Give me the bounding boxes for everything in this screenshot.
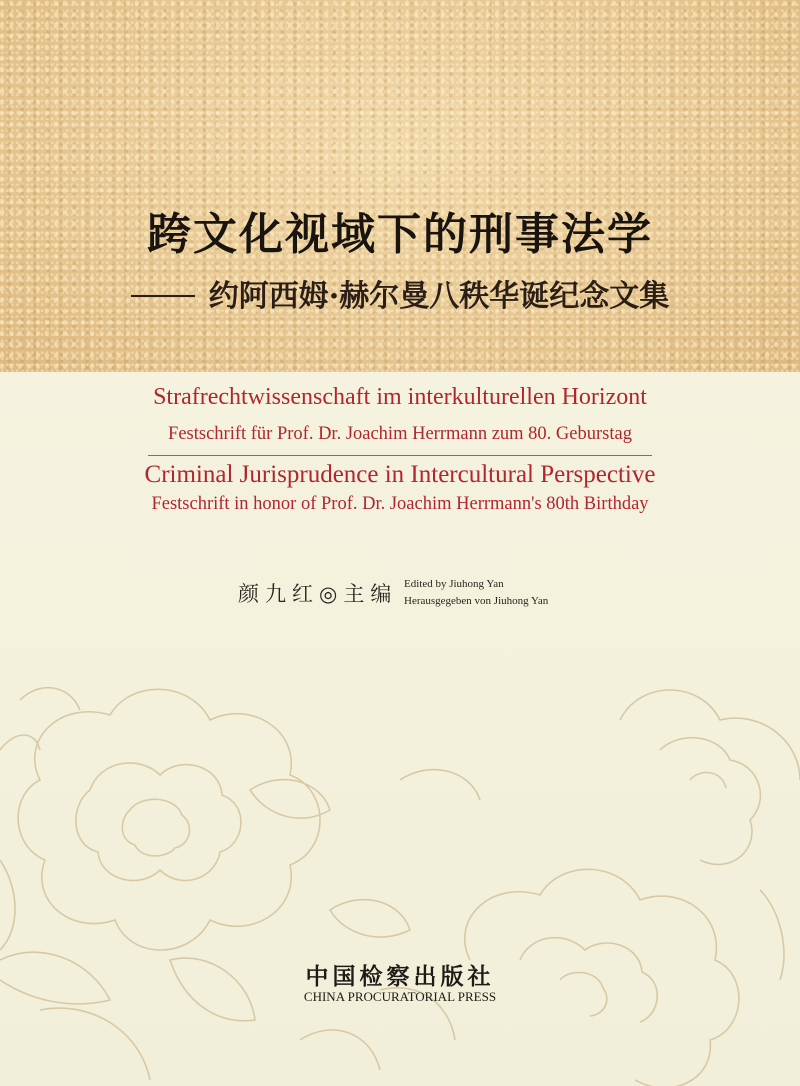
english-title: Criminal Jurisprudence in Intercultural Perspective [144, 461, 656, 488]
german-subtitle: Festschrift für Prof. Dr. Joachim Herrmann zum 80. Geburstag [168, 424, 632, 444]
peony-line-art [0, 660, 800, 1086]
chinese-subtitle-text: 约阿西姆·赫尔曼八秩华诞纪念文集 [208, 279, 670, 314]
editor-english: Edited by Jiuhong Yan [404, 578, 504, 590]
subtitle-dash [131, 295, 195, 297]
publisher-chinese: 中国检察出版社 [305, 963, 495, 990]
chinese-title: 跨文化视域下的刑事法学 [147, 209, 653, 260]
german-title: Strafrechtwissenschaft im interkulturellen Horizont [153, 384, 647, 410]
publisher-english: CHINA PROCURATORIAL PRESS [303, 989, 497, 1004]
editor-chinese: 颜九红◎主编 [238, 582, 398, 606]
chinese-subtitle [0, 271, 800, 315]
editor-german: Herausgegeben von Jiuhong Yan [404, 595, 549, 607]
english-subtitle: Festschrift in honor of Prof. Dr. Joachim Herrmann's 80th Birthday [151, 494, 649, 514]
textured-top-band [0, 0, 800, 372]
title-divider [148, 455, 652, 456]
